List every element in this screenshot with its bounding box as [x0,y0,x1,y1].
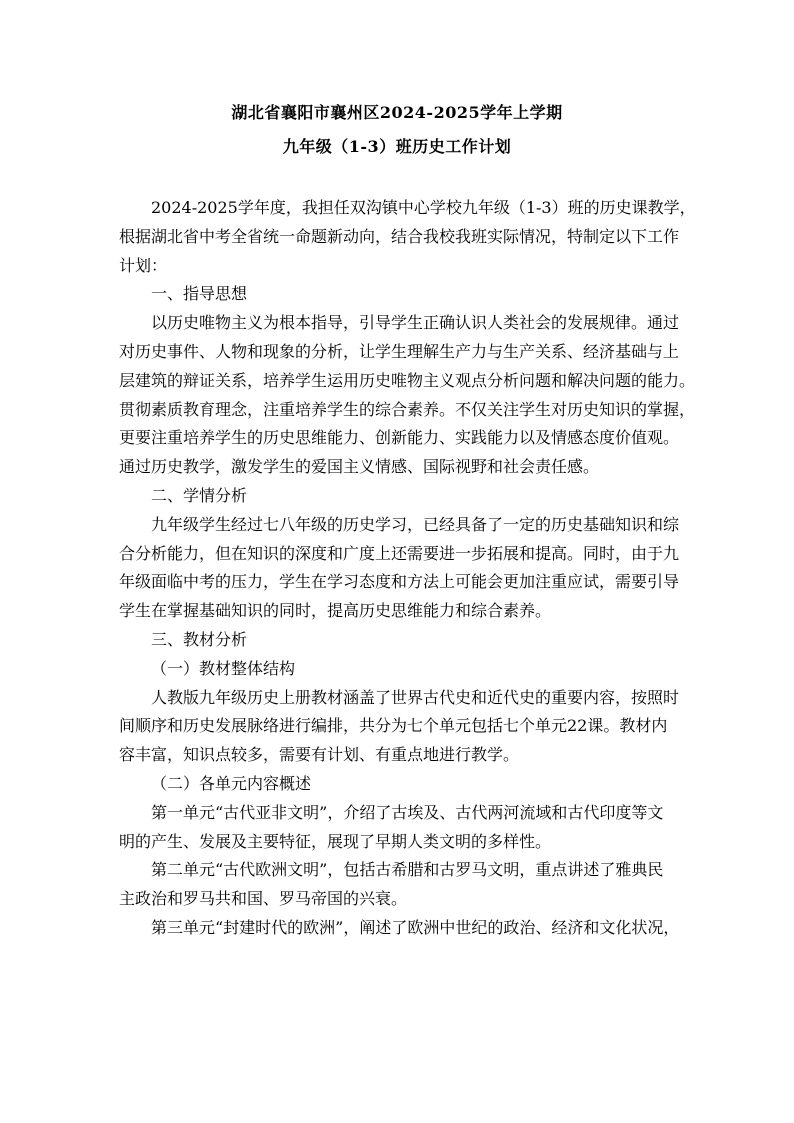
body-line: 通过历史教学，激发学生的爱国主义情感、国际视野和社会责任感。 [119,457,600,477]
body-line: 计划： [119,255,168,275]
body-line: （二）各单元内容概述 [151,773,312,793]
body-line: 学生在掌握基础知识的同时，提高历史思维能力和综合素养。 [119,601,552,621]
body-line: （一）教材整体结构 [151,658,296,678]
body-line: 间顺序和历史发展脉络进行编排，共分为七个单元包括七个单元22课。教材内 [119,716,668,736]
body-line: 人教版九年级历史上册教材涵盖了世界古代史和近代史的重要内容，按照时 [151,687,680,707]
document-title-line1: 湖北省襄阳市襄州区2024-2025学年上学期 [231,103,563,122]
body-line: 2024-2025学年度，我担任双沟镇中心学校九年级（1-3）班的历史课教学， [151,198,696,217]
body-line: 以历史唯物主义为根本指导，引导学生正确认识人类社会的发展规律。通过 [151,313,680,333]
body-line: 容丰富，知识点较多，需要有计划、有重点地进行教学。 [119,745,520,765]
document-title-line2: 九年级（1-3）班历史工作计划 [282,137,512,156]
body-line: 根据湖北省中考全省统一命题新动向，结合我校我班实际情况，特制定以下工作 [119,226,680,246]
body-line: 主政治和罗马共和国、罗马帝国的兴衰。 [119,889,408,909]
body-line: 明的产生、发展及主要特征，展现了早期人类文明的多样性。 [119,831,552,851]
body-line: 第一单元“古代亚非文明”，介绍了古埃及、古代两河流域和古代印度等文 [151,802,664,822]
body-line: 第三单元“封建时代的欧洲”，阐述了欧洲中世纪的政治、经济和文化状况， [151,917,680,937]
document-body [119,194,696,943]
body-line: 更要注重培养学生的历史思维能力、创新能力、实践能力以及情感态度价值观。 [119,428,680,448]
body-line: 对历史事件、人物和现象的分析，让学生理解生产力与生产关系、经济基础与上 [119,341,680,361]
body-line: 第二单元“古代欧洲文明”，包括古希腊和古罗马文明，重点讲述了雅典民 [151,860,664,880]
body-line: 三、教材分析 [151,629,248,649]
body-line: 年级面临中考的压力，学生在学习态度和方法上可能会更加注重应试，需要引导 [119,572,680,592]
body-line: 二、学情分析 [151,485,248,505]
body-line: 层建筑的辩证关系，培养学生运用历史唯物主义观点分析问题和解决问题的能力。 [119,370,696,390]
body-line: 一、指导思想 [151,284,248,304]
body-line: 合分析能力，但在知识的深度和广度上还需要进一步拓展和提高。同时，由于九 [119,543,680,563]
body-line: 贯彻素质教育理念，注重培养学生的综合素养。不仅关注学生对历史知识的掌握， [119,399,696,419]
body-line: 九年级学生经过七八年级的历史学习，已经具备了一定的历史基础知识和综 [151,514,680,534]
